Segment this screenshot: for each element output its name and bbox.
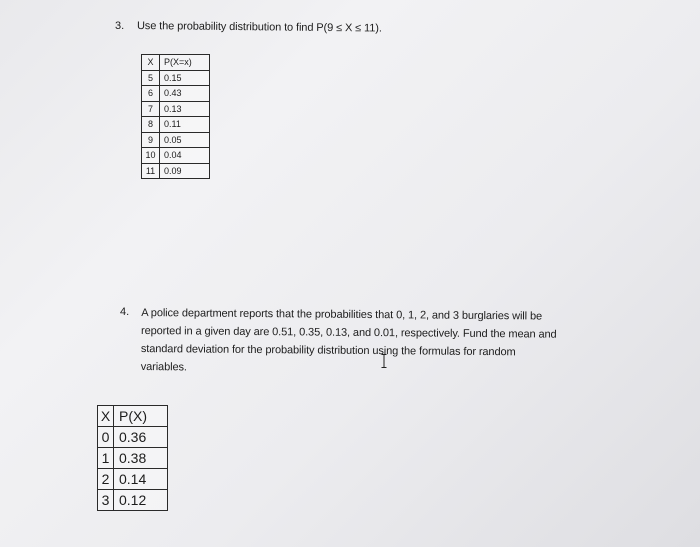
question-4-number: 4.: [120, 306, 130, 318]
q3-table-header-cell: P(X=x): [160, 55, 210, 71]
q4-table-cell: 1: [98, 448, 114, 469]
q3-table-cell: 0.05: [160, 132, 210, 148]
q4-table-cell: 2: [98, 469, 114, 490]
probability-table-q4: [97, 405, 168, 511]
q4-table-cell: 0.14: [114, 469, 168, 490]
q4-table-row: [98, 448, 168, 469]
q3-table-cell: 5: [142, 70, 160, 86]
q4-table-row: [98, 469, 168, 490]
q3-table-cell: 0.11: [160, 117, 210, 133]
question-4-line: A police department reports that the probabilities that 0, 1, 2, and 3 burglaries will be: [141, 307, 543, 323]
q3-table-row: [142, 101, 210, 117]
q4-table-row: [98, 490, 168, 511]
q4-table-cell: 0.38: [114, 448, 168, 469]
q3-table-row: [142, 86, 210, 102]
question-3-text: Use the probability distribution to find P(9 ≤ X ≤ 11).: [136, 20, 382, 35]
q3-table-row: [142, 132, 210, 148]
question-4-text: [141, 304, 557, 380]
q4-table-header-row: [98, 406, 168, 427]
q3-table-cell: 0.43: [160, 86, 210, 102]
q4-table-cell: 3: [98, 490, 114, 511]
q4-table-header-cell: P(X): [114, 406, 168, 427]
q3-table-cell: 9: [142, 132, 160, 148]
question-4-line: reported in a given day are 0.51, 0.35, 0.13, and 0.01, respectively. Fund the mean and: [141, 325, 557, 341]
q4-table-header-cell: X: [98, 406, 114, 427]
q3-table-cell: 8: [142, 117, 160, 133]
q3-table-cell: 6: [142, 86, 160, 102]
q4-table-row: [98, 427, 168, 448]
q3-table-cell: 0.09: [160, 163, 210, 179]
q3-table-cell: 0.13: [160, 101, 210, 117]
q3-table-header-cell: X: [142, 55, 160, 71]
q3-table-row: [142, 148, 210, 164]
text-cursor-icon: [381, 354, 387, 368]
q3-table-cell: 0.15: [160, 70, 210, 86]
q3-table-row: [142, 163, 210, 179]
q3-table-cell: 0.04: [160, 148, 210, 164]
q4-table-cell: 0.36: [114, 427, 168, 448]
question-4-line: variables.: [140, 360, 187, 374]
q4-table-cell: 0.12: [114, 490, 168, 511]
q3-table-row: [142, 117, 210, 133]
question-3-number: 3.: [115, 20, 125, 32]
q3-table-header-row: [142, 55, 210, 71]
q3-table-cell: 11: [142, 163, 160, 179]
q4-table-cell: 0: [98, 427, 114, 448]
q3-table-cell: 10: [142, 148, 160, 164]
q3-table-row: [142, 70, 210, 86]
probability-table-q3: [141, 54, 210, 179]
q3-table-cell: 7: [142, 101, 160, 117]
question-4-line: standard deviation for the probability distribution using the formulas for random: [140, 342, 516, 359]
